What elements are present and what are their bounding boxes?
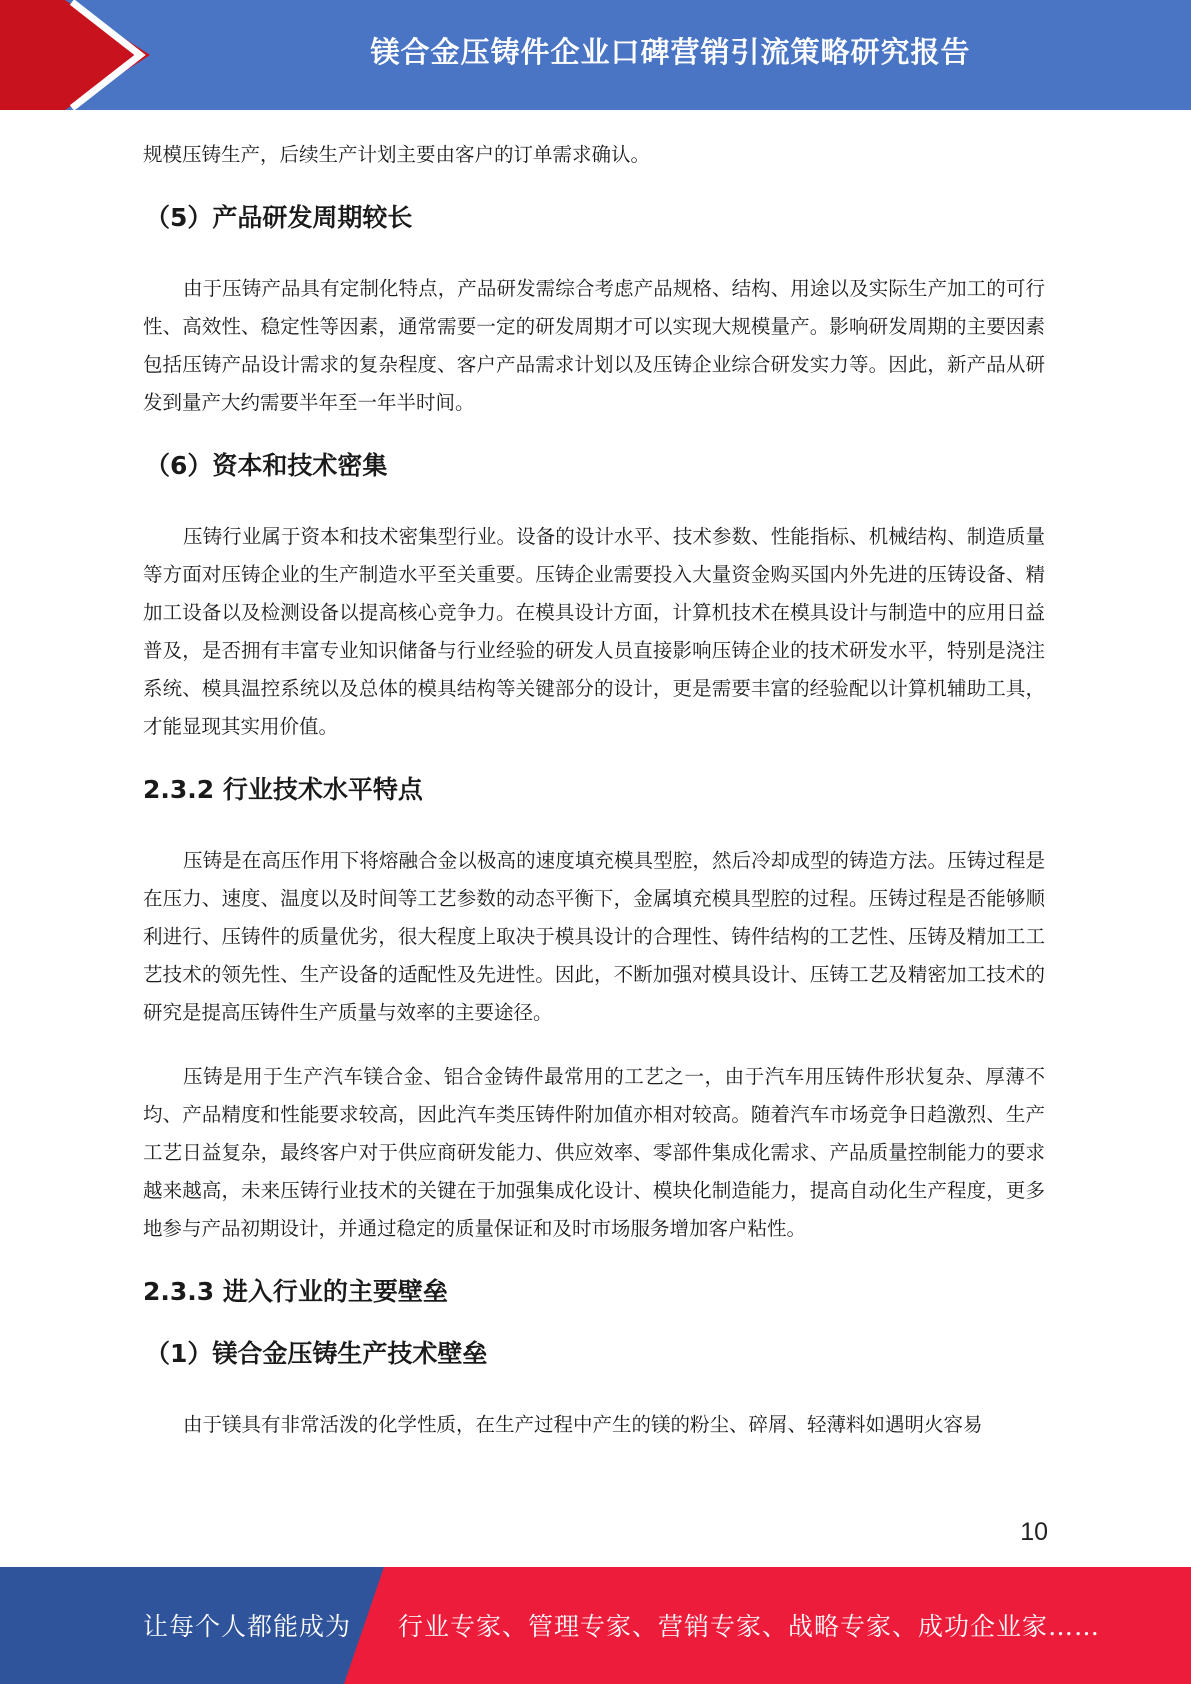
paragraph-rd-cycle: 由于压铸产品具有定制化特点，产品研发需综合考虑产品规格、结构、用途以及实际生产加工的可行性、高效性、稳定性等因素，通常需要一定的研发周期才可以实现大规模量产。影响研发周期的主要因素包括压铸产品设计需求的复杂程度、客户产品需求计划以及压铸企业综合研发实力等。因此，新产品从研发到量产大约需要半年至一年半时间。 [143, 277, 1045, 414]
heading-capital-tech-intensive: （6）资本和技术密集 [145, 451, 388, 480]
page-header [0, 0, 1191, 110]
page-content [143, 136, 1045, 1444]
report-title: 镁合金压铸件企业口碑营销引流策略研究报告 [370, 35, 971, 69]
heading-section-2-3-2: 2.3.2 行业技术水平特点 [143, 775, 423, 804]
header-arrow-icon [0, 0, 160, 110]
footer-slogan-left: 让每个人都能成为 [143, 1612, 352, 1641]
heading-section-2-3-3: 2.3.3 进入行业的主要壁垒 [143, 1277, 448, 1306]
paragraph-magnesium-barrier: 由于镁具有非常活泼的化学性质，在生产过程中产生的镁的粉尘、碎屑、轻薄料如遇明火容易 [183, 1413, 983, 1436]
intro-paragraph: 规模压铸生产，后续生产计划主要由客户的订单需求确认。 [143, 143, 651, 166]
heading-magnesium-tech-barrier: （1）镁合金压铸生产技术壁垒 [145, 1339, 488, 1368]
page-number: 10 [1020, 1518, 1048, 1546]
footer-slogan-right: 行业专家、管理专家、营销专家、战略专家、成功企业家…… [398, 1612, 1101, 1641]
paragraph-tech-level-1: 压铸是在高压作用下将熔融合金以极高的速度填充模具型腔，然后冷却成型的铸造方法。压铸过程是在压力、速度、温度以及时间等工艺参数的动态平衡下，金属填充模具型腔的过程。压铸过程是否能够顺利进行、压铸件的质量优劣，很大程度上取决于模具设计的合理性、铸件结构的工艺性、压铸及精加工工艺技术的领先性、生产设备的适配性及先进性。因此，不断加强对模具设计、压铸工艺及精密加工技术的研究是提高压铸件生产质量与效率的主要途径。 [143, 849, 1045, 1024]
page-footer [0, 1567, 1191, 1684]
heading-product-rd-cycle: （5）产品研发周期较长 [145, 203, 413, 232]
paragraph-capital-tech: 压铸行业属于资本和技术密集型行业。设备的设计水平、技术参数、性能指标、机械结构、制造质量等方面对压铸企业的生产制造水平至关重要。压铸企业需要投入大量资金购买国内外先进的压铸设备、精加工设备以及检测设备以提高核心竞争力。在模具设计方面，计算机技术在模具设计与制造中的应用日益普及，是否拥有丰富专业知识储备与行业经验的研发人员直接影响压铸企业的技术研发水平，特别是浇注系统、模具温控系统以及总体的模具结构等关键部分的设计，更是需要丰富的经验配以计算机辅助工具，才能显现其实用价值。 [143, 525, 1045, 738]
paragraph-tech-level-2: 压铸是用于生产汽车镁合金、铝合金铸件最常用的工艺之一，由于汽车用压铸件形状复杂、厚薄不均、产品精度和性能要求较高，因此汽车类压铸件附加值亦相对较高。随着汽车市场竞争日趋激烈、生产工艺日益复杂，最终客户对于供应商研发能力、供应效率、零部件集成化需求、产品质量控制能力的要求越来越高，未来压铸行业技术的关键在于加强集成化设计、模块化制造能力，提高自动化生产程度，更多地参与产品初期设计，并通过稳定的质量保证和及时市场服务增加客户粘性。 [143, 1065, 1045, 1240]
